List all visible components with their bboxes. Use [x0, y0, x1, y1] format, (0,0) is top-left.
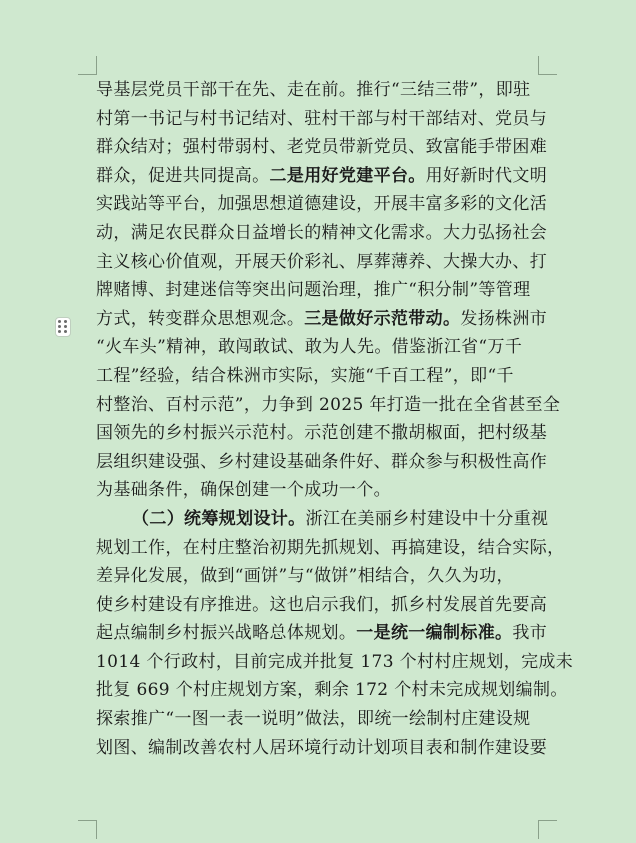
- document-body: [96, 76, 574, 762]
- text-line: 批复 669 个村庄规划方案，剩余 172 个村未完成规划编制。: [96, 680, 568, 701]
- bold-heading: 二是用好党建平台。: [269, 165, 426, 186]
- page-corner-mark: [538, 56, 557, 75]
- section-heading: （二）统筹规划设计。: [132, 508, 306, 529]
- text-line: 实践站等平台，加强思想道德建设，开展丰富多彩的文化活: [96, 194, 548, 215]
- text-line: 国领先的乡村振兴示范村。示范创建不撒胡椒面，把村级基: [96, 423, 548, 444]
- drag-handle-icon[interactable]: [55, 317, 71, 337]
- text-run: 起点编制乡村振兴战略总体规划。: [96, 623, 357, 644]
- text-line: 差异化发展，做到“画饼”与“做饼”相结合，久久为功，: [96, 566, 514, 587]
- text-run: 发扬株洲市: [460, 308, 548, 329]
- text-line: 村第一书记与村书记结对、驻村干部与村干部结对、党员与: [96, 108, 548, 129]
- text-run: 方式，转变群众思想观念。: [96, 308, 305, 329]
- text-line: 牌赌博、封建迷信等突出问题治理，推广“积分制”等管理: [96, 280, 531, 301]
- bold-heading: 三是做好示范带动。: [304, 308, 461, 329]
- text-line: 导基层党员干部干在先、走在前。推行“三结三带”，即驻: [96, 80, 531, 100]
- text-run: 用好新时代文明: [425, 165, 548, 186]
- text-line: 探索推广“一图一表一说明”做法，即统一绘制村庄建设规: [96, 709, 531, 730]
- text-line: 村整治、百村示范”，力争到 2025 年打造一批在全省甚至全: [96, 394, 561, 415]
- text-line: 划图、编制改善农村人居环境行动计划项目表和制作建设要: [96, 737, 548, 758]
- bold-heading: 一是统一编制标准。: [356, 623, 513, 644]
- text-line: [96, 505, 549, 534]
- page-corner-mark: [78, 820, 97, 839]
- text-line: 使乡村建设有序推进。这也启示我们，抓乡村发展首先要高: [96, 594, 548, 615]
- text-line: 为基础条件，确保创建一个成功一个。: [96, 480, 391, 501]
- page-corner-mark: [538, 820, 557, 839]
- text-line: 规划工作，在村庄整治初期先抓规划、再搞建设，结合实际，: [96, 537, 565, 558]
- text-line: 层组织建设强、乡村建设基础条件好、群众参与积极性高作: [96, 451, 548, 472]
- text-line: 主义核心价值观，开展天价彩礼、厚葬薄养、大操大办、打: [96, 251, 548, 272]
- text-line: 工程”经验，结合株洲市实际，实施“千百工程”，即“千: [96, 365, 514, 386]
- text-line: [96, 619, 548, 648]
- text-line: 1014 个行政村，目前完成并批复 173 个村村庄规划，完成未: [96, 651, 574, 672]
- text-run: 浙江在美丽乡村建设中十分重视: [305, 508, 549, 529]
- text-line: [96, 305, 548, 334]
- text-run: 我市: [512, 623, 548, 644]
- page-corner-mark: [78, 56, 97, 75]
- text-run: 群众，促进共同提高。: [96, 165, 270, 186]
- text-line: “火车头”精神，敢闯敢试、敢为人先。借鉴浙江省“万千: [96, 337, 523, 358]
- text-line: 动，满足农民群众日益增长的精神文化需求。大力弘扬社会: [96, 222, 548, 243]
- text-line: [96, 162, 548, 191]
- text-line: 群众结对；强村带弱村、老党员带新党员、致富能手带困难: [96, 137, 548, 158]
